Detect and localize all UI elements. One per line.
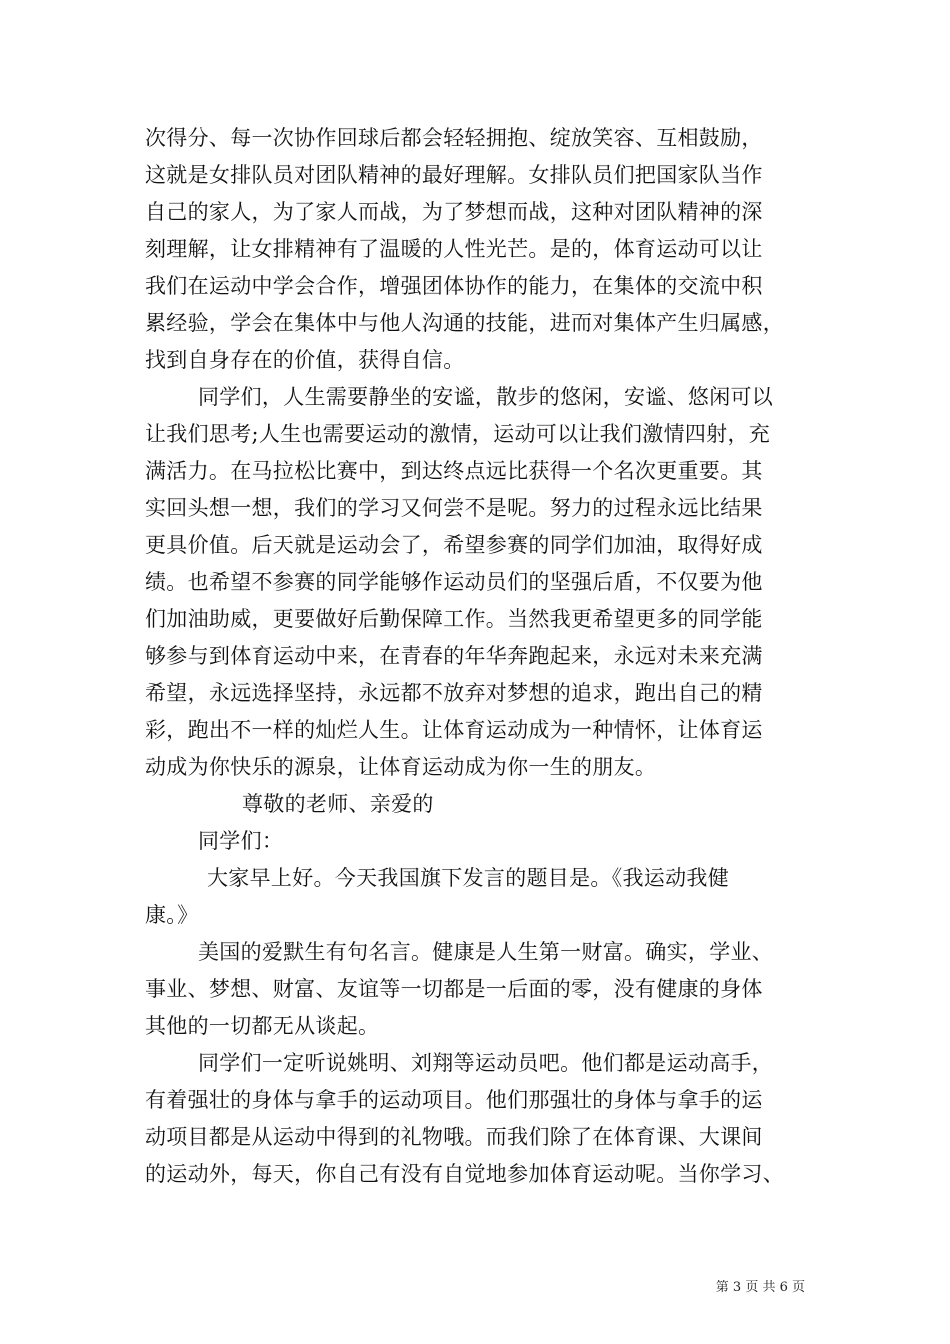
text-line: 彩，跑出不一样的灿烂人生。让体育运动成为一种情怀，让体育运 — [145, 718, 763, 742]
text-line: 够参与到体育运动中来，在青春的年华奔跑起来，永远对未来充满 — [145, 644, 763, 668]
text-line: 绩。也希望不参赛的同学能够作运动员们的坚强后盾，不仅要为他 — [145, 570, 763, 594]
text-line: 动项目都是从运动中得到的礼物哦。而我们除了在体育课、大课间 — [145, 1125, 763, 1149]
text-line: 动成为你快乐的源泉，让体育运动成为你一生的朋友。 — [145, 755, 657, 779]
text-line: 的运动外，每天，你自己有没有自觉地参加体育运动呢。当你学习、 — [145, 1162, 784, 1186]
text-line: 同学们： — [198, 829, 284, 853]
text-line: 让我们思考;人生也需要运动的激情，运动可以让我们激情四射，充 — [145, 422, 771, 446]
text-line: 希望，永远选择坚持，永远都不放弃对梦想的追求，跑出自己的精 — [145, 681, 763, 705]
text-line: 有着强壮的身体与拿手的运动项目。他们那强壮的身体与拿手的运 — [145, 1088, 763, 1112]
text-line: 累经验，学会在集体中与他人沟通的技能，进而对集体产生归属感， — [145, 311, 784, 335]
text-line: 尊敬的老师、亲爱的 — [242, 792, 434, 816]
text-line: 实回头想一想，我们的学习又何尝不是呢。努力的过程永远比结果 — [145, 496, 763, 520]
text-line: 满活力。在马拉松比赛中，到达终点远比获得一个名次更重要。其 — [145, 459, 763, 483]
text-line: 找到自身存在的价值，获得自信。 — [145, 348, 465, 372]
text-line: 刻理解，让女排精神有了温暖的人性光芒。是的，体育运动可以让 — [145, 237, 763, 261]
text-line: 更具价值。后天就是运动会了，希望参赛的同学们加油，取得好成 — [145, 533, 763, 557]
page-number-footer: 第 3 页 共 6 页 — [715, 1280, 805, 1295]
text-line: 其他的一切都无从谈起。 — [145, 1014, 380, 1038]
text-line: 次得分、每一次协作回球后都会轻轻拥抱、绽放笑容、互相鼓励， — [145, 126, 763, 150]
text-line: 这就是女排队员对团队精神的最好理解。女排队员们把国家队当作 — [145, 163, 763, 187]
text-line: 们加油助威，更要做好后勤保障工作。当然我更希望更多的同学能 — [145, 607, 763, 631]
text-line: 同学们，人生需要静坐的安谧，散步的悠闲，安谧、悠闲可以 — [198, 385, 774, 409]
text-line: 自己的家人，为了家人而战，为了梦想而战，这种对团队精神的深 — [145, 200, 763, 224]
text-line: 我们在运动中学会合作，增强团体协作的能力，在集体的交流中积 — [145, 274, 763, 298]
text-line: 康。》 — [145, 903, 199, 927]
text-line: 大家早上好。今天我国旗下发言的题目是。《我运动我健 — [207, 866, 729, 890]
text-line: 同学们一定听说姚明、刘翔等运动员吧。他们都是运动高手， — [198, 1051, 774, 1075]
text-line: 事业、梦想、财富、友谊等一切都是一后面的零，没有健康的身体 — [145, 977, 763, 1001]
text-line: 美国的爱默生有句名言。健康是人生第一财富。确实，学业、 — [198, 940, 774, 964]
